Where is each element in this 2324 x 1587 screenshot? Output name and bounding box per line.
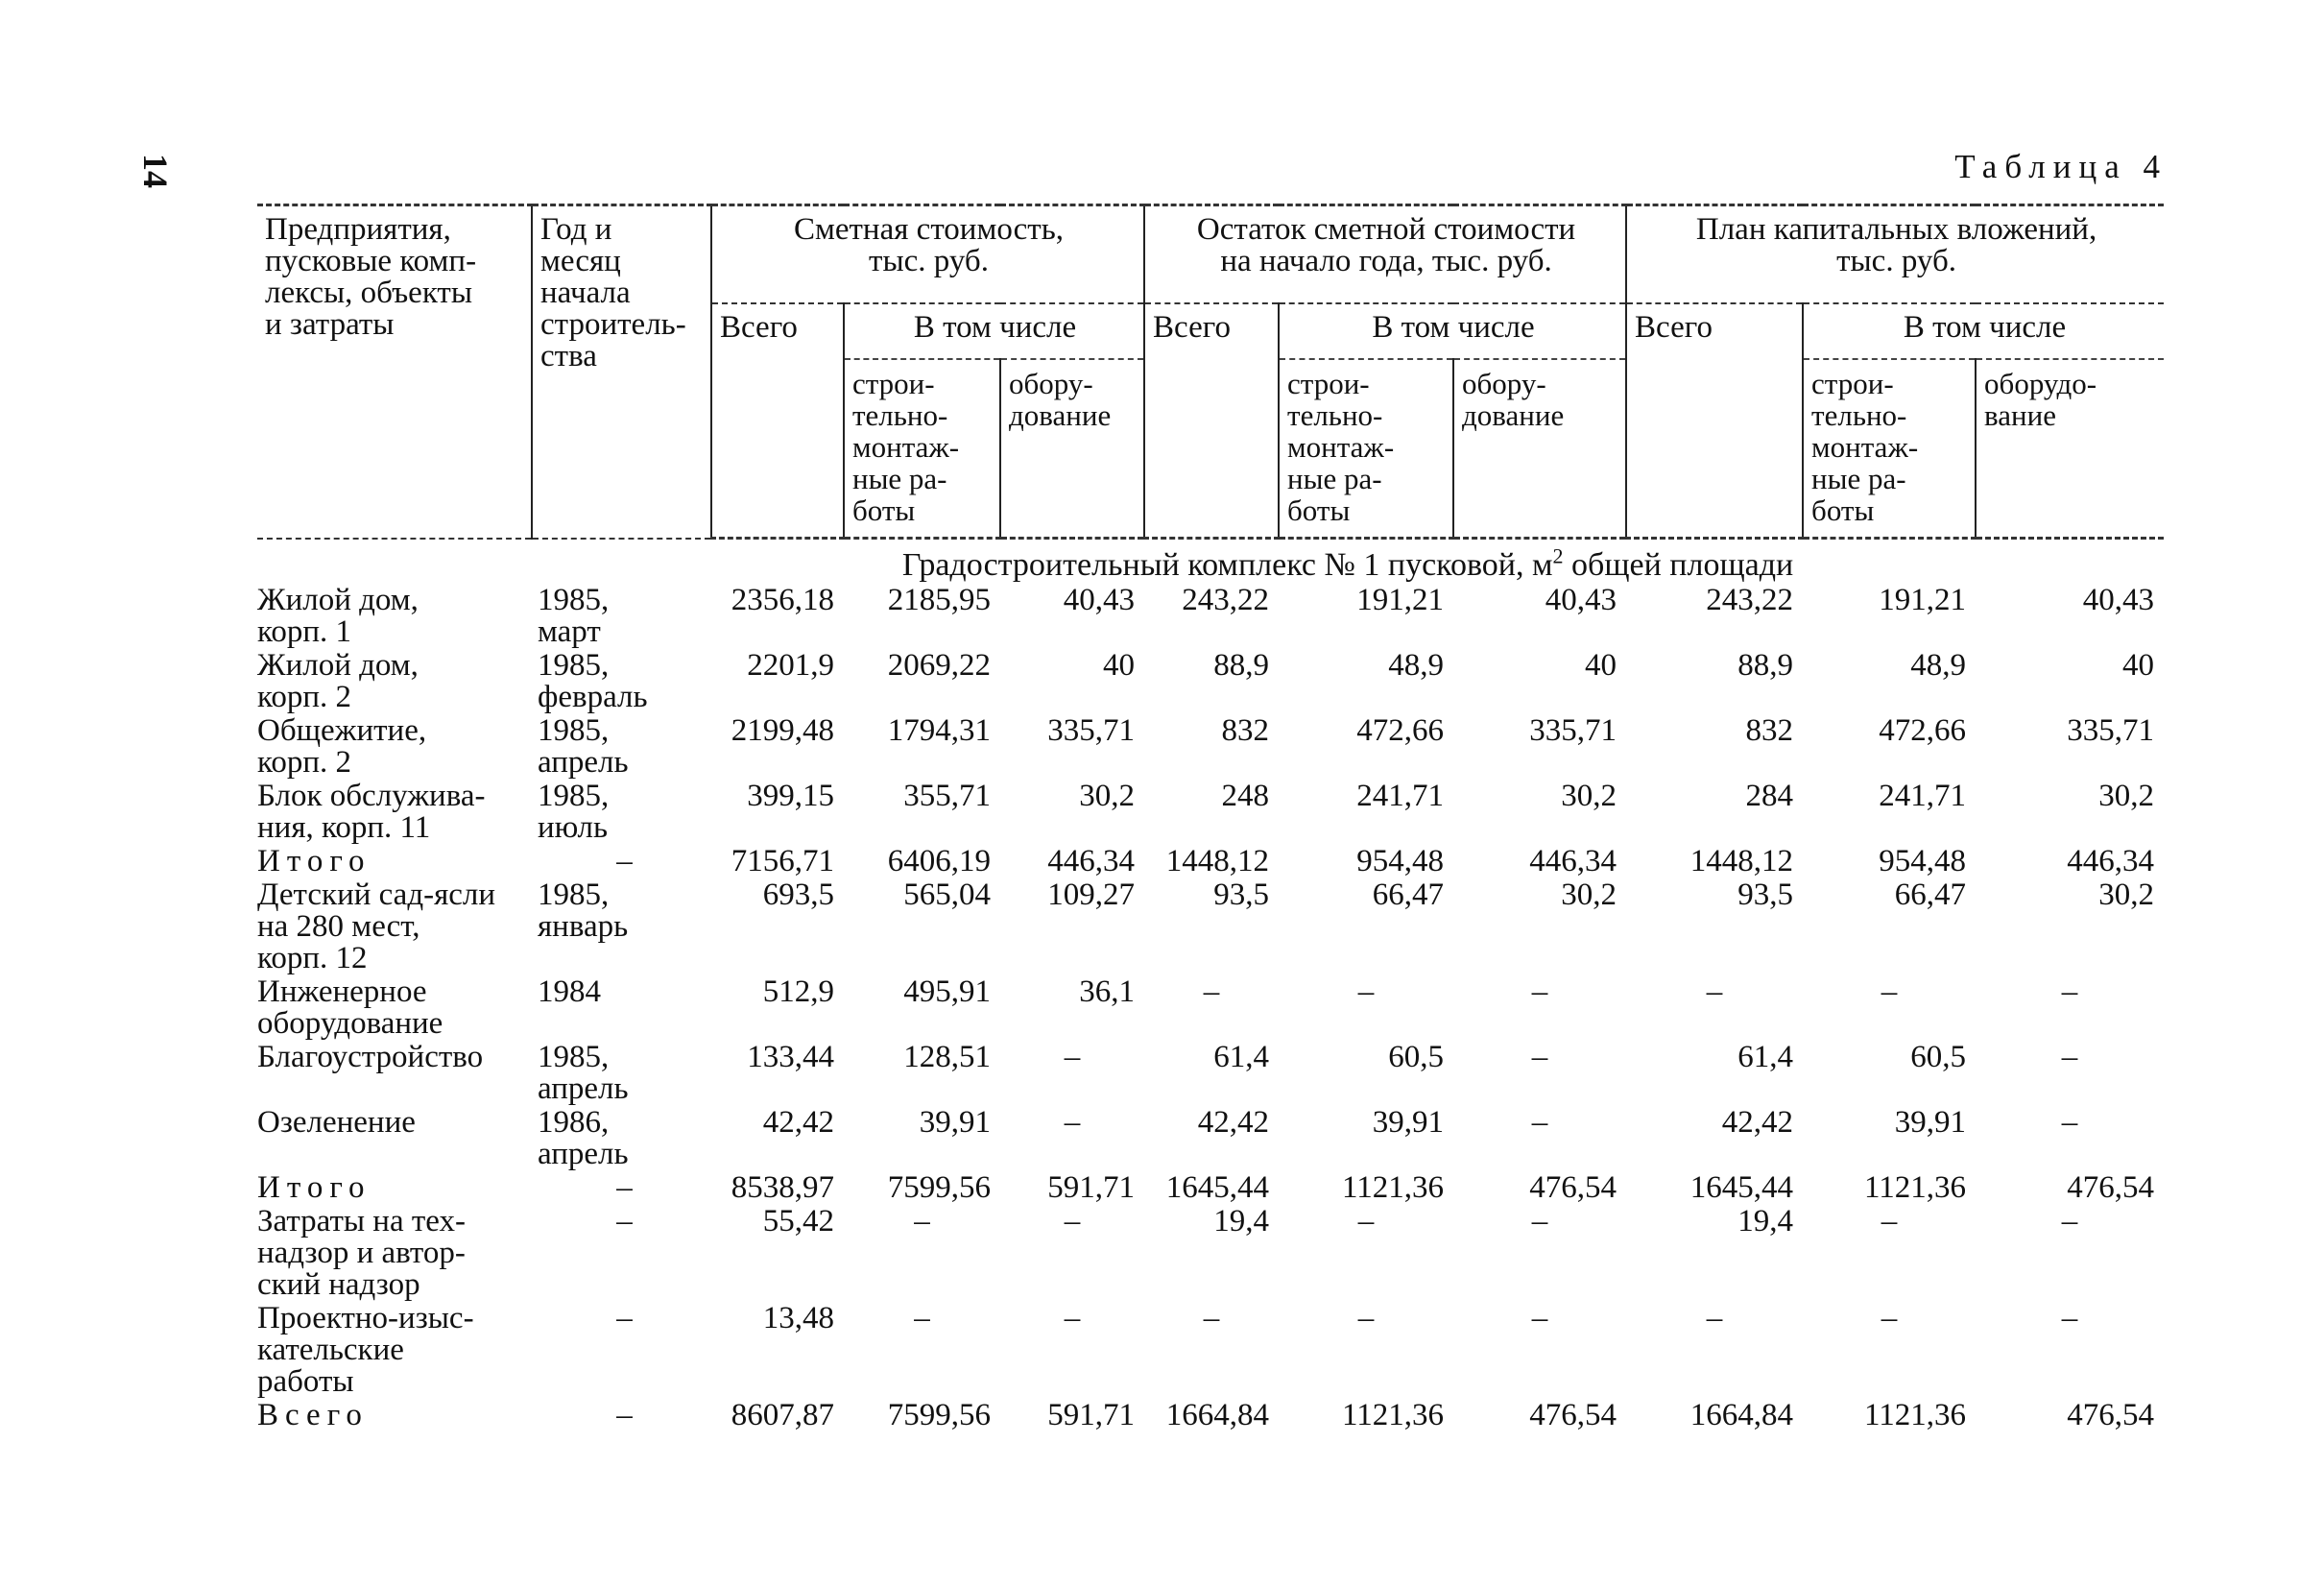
row-start-date: 1985, февраль (538, 648, 648, 714)
cell-value: 1645,44 (1165, 1170, 1270, 1205)
cell-value: – (1531, 974, 1548, 1009)
cell-value: 7156,71 (731, 844, 834, 878)
cell-value: 399,15 (747, 779, 834, 813)
cell-value: 335,71 (1529, 713, 1617, 748)
header-equipment-2: обору- дование (1453, 359, 1626, 539)
cell-value: 1448,12 (1689, 844, 1794, 878)
cell-value: 241,71 (1356, 779, 1445, 813)
cell-value: – (1064, 1105, 1081, 1140)
table-row (257, 878, 2164, 974)
page-number: 14 (136, 154, 175, 188)
cell-value: 476,54 (1529, 1398, 1617, 1432)
cell-value: 2069,22 (887, 648, 991, 683)
cell-value: 335,71 (2067, 713, 2155, 748)
cell-value: 1121,36 (1342, 1170, 1445, 1205)
cell-value: 61,4 (1213, 1040, 1270, 1074)
table-caption: Таблица 4 (1954, 148, 2168, 185)
cell-value: 1794,31 (887, 713, 991, 748)
row-start-date: 1986, апрель (538, 1105, 629, 1171)
cell-value: 241,71 (1879, 779, 1967, 813)
cell-value: 1448,12 (1165, 844, 1270, 878)
header-construction-3: строи- тельно- монтаж- ные ра- боты (1803, 359, 1976, 539)
cell-value: 476,54 (1529, 1170, 1617, 1205)
cell-value: 6406,19 (887, 844, 991, 878)
cell-value: 48,9 (1388, 648, 1445, 683)
cell-value: – (2061, 1040, 2078, 1074)
row-start-date: – (616, 844, 633, 878)
cell-value: 954,48 (1356, 844, 1445, 878)
cell-value: 60,5 (1910, 1040, 1967, 1074)
cell-value: 36,1 (1079, 974, 1136, 1009)
cell-value: – (1064, 1301, 1081, 1335)
cell-value: 8538,97 (731, 1170, 834, 1205)
row-name: Итого (257, 844, 371, 878)
cell-value: 476,54 (2067, 1398, 2155, 1432)
cell-value: 128,51 (903, 1040, 991, 1074)
cell-value: 42,42 (1721, 1105, 1794, 1140)
row-start-date: – (616, 1170, 633, 1205)
cell-value: 40,43 (1545, 583, 1617, 617)
cell-value: 42,42 (762, 1105, 834, 1140)
row-start-date: 1984 (538, 974, 601, 1009)
cell-value: 48,9 (1910, 648, 1967, 683)
cell-value: 93,5 (1737, 878, 1794, 912)
cell-value: 2199,48 (731, 713, 834, 748)
cell-value: 30,2 (1561, 878, 1617, 912)
table-row (257, 583, 2164, 648)
cell-value: 30,2 (2098, 779, 2155, 813)
cell-value: 591,71 (1047, 1398, 1136, 1432)
cell-value: 1121,36 (1864, 1398, 1967, 1432)
cell-value: – (1531, 1105, 1548, 1140)
cell-value: 832 (1745, 713, 1794, 748)
cell-value: – (1357, 1204, 1375, 1238)
cell-value: 1121,36 (1864, 1170, 1967, 1205)
row-start-date: – (616, 1398, 633, 1432)
cell-value: 591,71 (1047, 1170, 1136, 1205)
cell-value: – (1357, 974, 1375, 1009)
table-row (257, 974, 2164, 1040)
cell-value: 40 (1585, 648, 1617, 683)
cell-value: 2185,95 (887, 583, 991, 617)
table-row (257, 1040, 2164, 1105)
cell-value: 93,5 (1213, 878, 1270, 912)
cell-value: – (1531, 1040, 1548, 1074)
header-equipment-3: оборудо- вание (1976, 359, 2164, 539)
cell-value: 1645,44 (1689, 1170, 1794, 1205)
header-estimated-cost: Сметная стоимость, тыс. руб. (711, 205, 1144, 304)
cell-value: 61,4 (1737, 1040, 1794, 1074)
header-including-1: В том числе (844, 303, 1144, 359)
cell-value: – (2061, 1204, 2078, 1238)
cell-value: 7599,56 (887, 1398, 991, 1432)
row-name: Всего (257, 1398, 369, 1432)
cell-value: – (1881, 974, 1898, 1009)
cell-value: – (1531, 1301, 1548, 1335)
row-start-date: – (616, 1204, 633, 1238)
table-row (257, 844, 2164, 878)
cell-value: 55,42 (762, 1204, 834, 1238)
cell-value: – (1357, 1301, 1375, 1335)
row-name: Проектно-изыс- кательские работы (257, 1301, 474, 1399)
row-name: Озеленение (257, 1105, 416, 1140)
header-enterprises: Предприятия, пусковые комп- лексы, объекты и затраты (257, 205, 532, 539)
row-start-date: 1985, март (538, 583, 610, 649)
row-name: Инженерное оборудование (257, 974, 443, 1041)
cell-value: 30,2 (2098, 878, 2155, 912)
cell-value: 1664,84 (1165, 1398, 1270, 1432)
header-remaining-cost: Остаток сметной стоимости на начало года, тыс. руб. (1144, 205, 1626, 304)
row-name: Жилой дом, корп. 1 (257, 583, 419, 649)
cell-value: 42,42 (1197, 1105, 1270, 1140)
cell-value: 40,43 (2082, 583, 2155, 617)
cell-value: 191,21 (1879, 583, 1967, 617)
cell-value: – (2061, 974, 2078, 1009)
cell-value: 476,54 (2067, 1170, 2155, 1205)
cell-value: 446,34 (1529, 844, 1617, 878)
cell-value: – (2061, 1105, 2078, 1140)
cell-value: – (1706, 974, 1723, 1009)
row-name: Детский сад-ясли на 280 мест, корп. 12 (257, 878, 496, 975)
cell-value: 88,9 (1737, 648, 1794, 683)
cell-value: 30,2 (1079, 779, 1136, 813)
section-title: Градостроительный комплекс № 1 пусковой, $м^2$ общей площади (901, 543, 1794, 583)
header-investment-plan: План капитальных вложений, тыс. руб. (1626, 205, 2164, 304)
cell-value: – (1203, 974, 1220, 1009)
cell-value: 355,71 (903, 779, 991, 813)
cell-value: 446,34 (1047, 844, 1136, 878)
cell-value: 472,66 (1356, 713, 1445, 748)
cell-value: 248 (1221, 779, 1270, 813)
row-name: Итого (257, 1170, 371, 1205)
cell-value: 512,9 (762, 974, 834, 1009)
row-start-date: 1985, апрель (538, 1040, 629, 1106)
row-name: Благоустройство (257, 1040, 484, 1074)
cell-value: 243,22 (1182, 583, 1270, 617)
row-name: Блок обслужива- ния, корп. 11 (257, 779, 486, 845)
row-start-date: – (616, 1301, 633, 1335)
cell-value: 832 (1221, 713, 1270, 748)
header-total-1: Всего (711, 303, 844, 539)
cell-value: 66,47 (1372, 878, 1445, 912)
cell-value: – (1531, 1204, 1548, 1238)
table-row (257, 1301, 2164, 1398)
cell-value: 8607,87 (731, 1398, 834, 1432)
table-row (257, 713, 2164, 779)
cell-value: 19,4 (1213, 1204, 1270, 1238)
cell-value: 243,22 (1706, 583, 1794, 617)
table-row (257, 1170, 2164, 1204)
cell-value: 40 (1103, 648, 1136, 683)
cell-value: 335,71 (1047, 713, 1136, 748)
cell-value: 19,4 (1737, 1204, 1794, 1238)
cell-value: 191,21 (1356, 583, 1445, 617)
cell-value: 1121,36 (1342, 1398, 1445, 1432)
cell-value: 88,9 (1213, 648, 1270, 683)
row-name: Жилой дом, корп. 2 (257, 648, 419, 714)
cell-value: 284 (1745, 779, 1794, 813)
row-start-date: 1985, июль (538, 779, 610, 845)
header-including-3: В том числе (1803, 303, 2164, 359)
cell-value: – (1881, 1301, 1898, 1335)
header-equipment-1: обору- дование (1000, 359, 1144, 539)
row-start-date: 1985, апрель (538, 713, 629, 780)
cell-value: 1664,84 (1689, 1398, 1794, 1432)
cell-value: 954,48 (1879, 844, 1967, 878)
row-name: Затраты на тех- надзор и автор- ский надзор (257, 1204, 466, 1302)
cell-value: 60,5 (1388, 1040, 1445, 1074)
header-construction-2: строи- тельно- монтаж- ные ра- боты (1279, 359, 1453, 539)
cell-value: 109,27 (1047, 878, 1136, 912)
cell-value: 693,5 (762, 878, 834, 912)
cell-value: – (914, 1301, 930, 1335)
header-total-3: Всего (1626, 303, 1803, 539)
header-including-2: В том числе (1279, 303, 1626, 359)
table-row (257, 779, 2164, 844)
cell-value: – (1064, 1204, 1081, 1238)
cell-value: 39,91 (1372, 1105, 1445, 1140)
capital-investment-table (257, 204, 2164, 1431)
cell-value: – (2061, 1301, 2078, 1335)
cell-value: 133,44 (747, 1040, 834, 1074)
table-row (257, 1105, 2164, 1170)
cell-value: 2201,9 (747, 648, 834, 683)
header-total-2: Всего (1144, 303, 1279, 539)
cell-value: 565,04 (903, 878, 991, 912)
cell-value: 40,43 (1063, 583, 1136, 617)
cell-value: 39,91 (919, 1105, 991, 1140)
cell-value: 66,47 (1894, 878, 1967, 912)
cell-value: – (1706, 1301, 1723, 1335)
table-row (257, 1204, 2164, 1301)
cell-value: – (1064, 1040, 1081, 1074)
header-start-date: Год и месяц начала строитель- ства (532, 205, 711, 539)
row-name: Общежитие, корп. 2 (257, 713, 427, 780)
header-construction-1: строи- тельно- монтаж- ные ра- боты (844, 359, 1000, 539)
cell-value: 40 (2122, 648, 2155, 683)
cell-value: 472,66 (1879, 713, 1967, 748)
row-start-date: 1985, январь (538, 878, 629, 944)
cell-value: – (1203, 1301, 1220, 1335)
cell-value: 2356,18 (731, 583, 834, 617)
table-row (257, 1398, 2164, 1431)
cell-value: 39,91 (1894, 1105, 1967, 1140)
cell-value: 30,2 (1561, 779, 1617, 813)
cell-value: – (914, 1204, 930, 1238)
cell-value: 495,91 (903, 974, 991, 1009)
cell-value: – (1881, 1204, 1898, 1238)
cell-value: 446,34 (2067, 844, 2155, 878)
cell-value: 7599,56 (887, 1170, 991, 1205)
table-row (257, 648, 2164, 713)
cell-value: 13,48 (762, 1301, 834, 1335)
